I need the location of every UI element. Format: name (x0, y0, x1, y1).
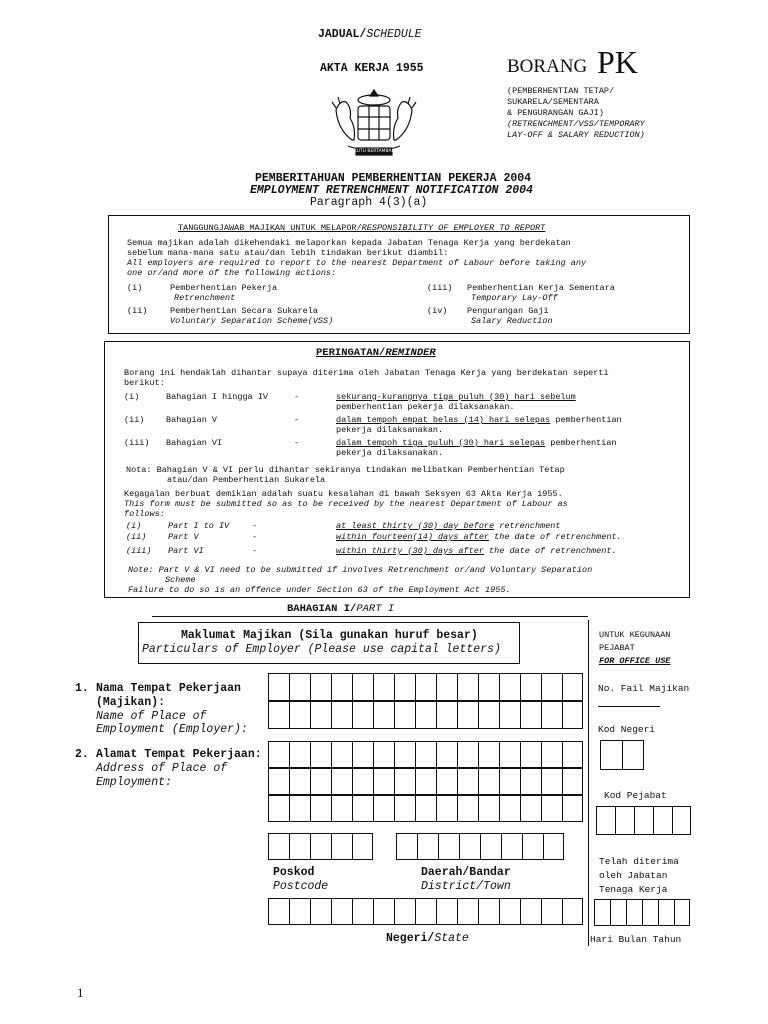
received-label: Telah diterima oleh Jabatan Tenaga Kerja (599, 856, 679, 895)
action-num: (i) (127, 283, 143, 293)
office-code-input[interactable] (596, 806, 691, 835)
rule-num: (i) (126, 521, 142, 531)
rule-part: Part I to IV (168, 521, 230, 531)
district-label-en: District/Town (421, 880, 511, 893)
form-code: PK (597, 44, 638, 80)
rule-num: (i) (124, 392, 140, 402)
action-ms: Pemberhentian Secara Sukarela (170, 306, 318, 316)
rule-dash: - (294, 392, 300, 402)
rule-num: (ii) (124, 415, 145, 425)
rule-deadline: dalam tempoh empat belas (14) hari selepas pemberhentian (336, 415, 622, 425)
state-code-label: Kod Negeri (598, 724, 656, 735)
action-num: (iii) (427, 283, 453, 293)
address-row-3[interactable] (268, 795, 583, 822)
address-row-2[interactable] (268, 768, 583, 795)
q2-label-en: Address of Place of (96, 762, 228, 775)
action-en: Salary Reduction (471, 316, 553, 326)
date-format-label: Hari Bulan Tahun (590, 934, 682, 945)
offence-en: Failure to do so is an offence under Section 63 of the Employment Act 1955. (128, 585, 511, 595)
responsibility-text-ms: Semua majikan adalah dikehendaki melaporkan kepada Jabatan Tenaga Kerja yang berdekatan sebelum mana-mana satu atau/dan lebih tindakan berikut diambil: (127, 238, 571, 258)
rule-dash: - (252, 532, 258, 542)
borang-label: BORANG (507, 56, 588, 77)
action-num: (iv) (427, 306, 448, 316)
office-use-ms-1: UNTUK KEGUNAAN (599, 630, 671, 640)
q1-label-ms-cont: (Majikan): (96, 696, 166, 709)
rule-part: Part V (168, 532, 199, 542)
reminder-intro-en: This form must be submitted so as to be received by the nearest Department of Labour as follows: (124, 499, 568, 519)
office-column-divider (588, 620, 589, 946)
state-input[interactable] (268, 898, 583, 925)
q1-label-en-cont: Employment (Employer): (96, 723, 248, 736)
note-en: Note: Part V & VI need to be submitted if involves Retrenchment or/and Voluntary Separation (128, 565, 593, 575)
rule-deadline: sekurang-kurangnya tiga puluh (30) hari sebelum (336, 392, 576, 402)
action-en: Temporary Lay-Off (471, 293, 558, 303)
q1-label-en: Name of Place of (96, 710, 207, 723)
form-type-en: (RETRENCHMENT/VSS/TEMPORARY LAY-OFF & SALARY REDUCTION) (507, 119, 645, 140)
notification-title-en: EMPLOYMENT RETRENCHMENT NOTIFICATION 2004 (250, 184, 533, 197)
responsibility-text-en: All employers are required to report to the nearest Department of Labour before taking any one or/and more of the following actions: (127, 258, 587, 278)
notification-title-ms: PEMBERITAHUAN PEMBERHENTIAN PEKERJA 2004 (255, 172, 532, 185)
q2-label-ms: Alamat Tempat Pekerjaan: (96, 748, 262, 761)
rule-part: Bahagian V (166, 415, 218, 425)
q1-label-ms: Nama Tempat Pekerjaan (96, 682, 241, 695)
action-ms: Pemberhentian Kerja Sementara (467, 283, 615, 293)
note-ms: Nota: Bahagian V & VI perlu dihantar sekiranya tindakan melibatkan Pemberhentian Tetap (126, 465, 565, 475)
responsibility-heading: TANGGUNGJAWAB MAJIKAN UNTUK MELAPOR/RESPONSIBILITY OF EMPLOYER TO REPORT (178, 223, 546, 233)
rule-deadline: at least thirty (30) day before retrenchment (336, 521, 561, 531)
rule-part: Bahagian I hingga IV (166, 392, 269, 402)
postcode-label-ms: Poskod (273, 866, 315, 879)
rule-part: Bahagian VI (166, 438, 223, 448)
q2-label-en-cont: Employment: (96, 776, 172, 789)
action-en: Retrenchment (174, 293, 236, 303)
note-ms-cont: atau/dan Pemberhentian Sukarela (167, 475, 326, 485)
state-label: Negeri/State (386, 932, 469, 945)
act-title: AKTA KERJA 1955 (320, 62, 424, 75)
reminder-heading: PERINGATAN/REMINDER (316, 347, 436, 359)
office-use-en: FOR OFFICE USE (599, 656, 671, 666)
received-date-input[interactable] (594, 899, 690, 926)
action-num: (ii) (127, 306, 148, 316)
rule-num: (ii) (126, 532, 147, 542)
action-ms: Pengurangan Gaji (467, 306, 549, 316)
schedule-label: JADUAL/SCHEDULE (318, 28, 422, 41)
rule-deadline-cont: pemberhentian pekerja dilaksanakan. (336, 402, 515, 412)
office-code-label: Kod Pejabat (604, 790, 667, 801)
employer-heading-en: Particulars of Employer (Please use capital letters) (142, 643, 501, 656)
employer-name-row-1[interactable] (268, 673, 583, 701)
file-number-label: No. Fail Majikan (598, 683, 690, 694)
action-en: Voluntary Separation Scheme(VSS) (170, 316, 334, 326)
divider (152, 616, 588, 617)
rule-deadline: dalam tempoh tiga puluh (30) hari selepas pemberhentian (336, 438, 617, 448)
q1-number: 1. (75, 682, 89, 695)
part-label: BAHAGIAN I/PART I (287, 603, 395, 615)
postcode-label-en: Postcode (273, 880, 329, 893)
rule-deadline: within fourteen(14) days after the date of retrenchment. (336, 532, 622, 542)
rule-num: (iii) (124, 438, 150, 448)
q2-number: 2. (75, 748, 89, 761)
employer-heading-ms: Maklumat Majikan (Sila gunakan huruf besar) (181, 629, 478, 642)
rule-dash: - (294, 415, 300, 425)
rule-dash: - (252, 546, 258, 556)
rule-dash: - (294, 438, 300, 448)
employer-name-row-2[interactable] (268, 701, 583, 729)
rule-deadline: within thirty (30) days after the date of retrenchment. (336, 546, 617, 556)
address-row-1[interactable] (268, 741, 583, 768)
district-label-ms: Daerah/Bandar (421, 866, 511, 879)
rule-part: Part VI (168, 546, 204, 556)
rule-deadline-cont: pekerja dilaksanakan. (336, 425, 444, 435)
state-code-input[interactable] (600, 740, 644, 770)
form-type-ms: (PEMBERHENTIAN TETAP/ SUKARELA/SEMENTARA & PENGURANGAN GAJI) (507, 86, 615, 118)
note-en-cont: Scheme (165, 575, 196, 585)
rule-num: (iii) (126, 546, 152, 556)
crest-motto: BERSEKUTU BERTAMBAH MUTU (339, 149, 410, 154)
reminder-intro: Borang ini hendaklah dihantar supaya diterima oleh Jabatan Tenaga Kerja yang berdekatan seperti berikut: (124, 368, 609, 388)
rule-dash: - (252, 521, 258, 531)
postcode-input[interactable] (268, 833, 373, 860)
file-number-line[interactable] (598, 706, 660, 707)
page-number: 1 (77, 985, 84, 1000)
office-use-ms-2: PEJABAT (599, 643, 635, 653)
rule-deadline-cont: pekerja dilaksanakan. (336, 448, 444, 458)
district-input[interactable] (396, 833, 564, 860)
paragraph-ref: Paragraph 4(3)(a) (310, 196, 428, 209)
action-ms: Pemberhentian Pekerja (170, 283, 278, 293)
offence-ms: Kegagalan berbuat demikian adalah suatu kesalahan di bawah Seksyen 63 Akta Kerja 1955. (124, 489, 563, 499)
